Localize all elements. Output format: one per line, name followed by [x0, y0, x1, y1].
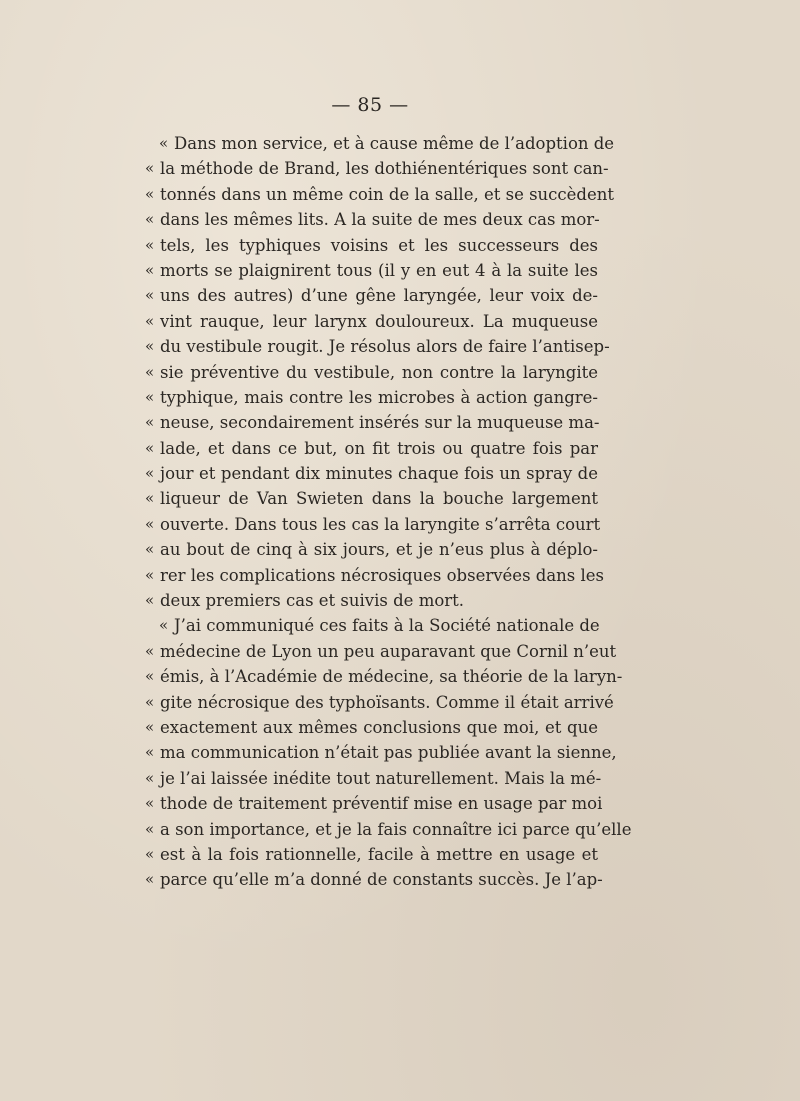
- text-line: [145, 385, 600, 410]
- line-text: émis, à l’Académie de médecine, sa théorie de la laryn-: [160, 667, 623, 687]
- text-line: [145, 309, 600, 334]
- line-text: thode de traitement préventif mise en usage par moi: [160, 794, 603, 814]
- text-line: [145, 131, 615, 156]
- text-line: [145, 182, 615, 207]
- quote-mark: «: [145, 438, 155, 457]
- text-line: [145, 334, 610, 359]
- quote-mark: «: [145, 667, 155, 686]
- line-text: la méthode de Brand, les dothiénentériques sont can-: [160, 159, 609, 179]
- line-text: deux premiers cas et suivis de mort.: [160, 591, 465, 611]
- line-text: au bout de cinq à six jours, et je n’eus plus à déplo-: [160, 540, 598, 560]
- text-line: [145, 410, 600, 435]
- quote-mark: «: [145, 540, 155, 559]
- quote-mark: «: [145, 413, 155, 432]
- quote-mark: «: [145, 362, 155, 381]
- line-text: ouverte. Dans tous les cas la laryngite s’arrêta court: [160, 514, 601, 534]
- text-line: [145, 486, 600, 511]
- quote-mark: «: [145, 794, 155, 813]
- quote-mark: «: [145, 514, 155, 533]
- line-text: rer les complications nécrosiques observées dans les: [160, 565, 605, 585]
- line-text: J’ai communiqué ces faits à la Société nationale de: [174, 616, 600, 636]
- text-line: [145, 867, 603, 892]
- quote-mark: «: [145, 717, 155, 736]
- text-line: [145, 436, 600, 461]
- text-line: [145, 791, 603, 816]
- text-line: [145, 740, 617, 765]
- line-text: vint rauque, leur larynx douloureux. La muqueuse: [160, 311, 598, 331]
- line-text: exactement aux mêmes conclusions que moi, et que: [160, 717, 598, 737]
- line-text: liqueur de Van Swieten dans la bouche largement: [160, 489, 598, 509]
- line-text: neuse, secondairement insérés sur la muqueuse ma-: [160, 413, 600, 433]
- text-line: [145, 563, 605, 588]
- text-line: [145, 258, 600, 283]
- line-text: gite nécrosique des typhoïsants. Comme il était arrivé: [160, 692, 614, 712]
- text-line: [145, 664, 623, 689]
- line-text: a son importance, et je la fais connaître ici parce qu’elle: [160, 819, 632, 839]
- line-text: est à la fois rationnelle, facile à mettre en usage et: [160, 844, 598, 864]
- text-line: [145, 512, 600, 537]
- text-line: [145, 283, 600, 308]
- line-text: dans les mêmes lits. A la suite de mes deux cas mor-: [160, 210, 600, 230]
- body-text: [145, 131, 632, 893]
- text-line: [145, 588, 600, 613]
- text-line: [145, 613, 600, 638]
- text-line: [145, 690, 614, 715]
- line-text: typhique, mais contre les microbes à action gangre-: [160, 387, 598, 407]
- line-text: je l’ai laissée inédite tout naturellement. Mais la mé-: [160, 768, 602, 788]
- text-line: [145, 360, 600, 385]
- quote-mark: «: [145, 286, 155, 305]
- text-line: [145, 207, 600, 232]
- text-line: [145, 461, 600, 486]
- quote-mark: «: [145, 692, 155, 711]
- text-line: [145, 817, 632, 842]
- quote-mark: «: [145, 870, 155, 889]
- quote-mark: «: [145, 768, 155, 787]
- quote-mark: «: [145, 641, 155, 660]
- quote-mark: «: [145, 464, 155, 483]
- quote-mark: «: [145, 591, 155, 610]
- quote-mark: «: [145, 260, 155, 279]
- page-number: — 85 —: [331, 94, 409, 116]
- line-text: ma communication n’était pas publiée avant la sienne,: [160, 743, 617, 763]
- line-text: jour et pendant dix minutes chaque fois un spray de: [160, 464, 598, 484]
- quote-mark: «: [145, 819, 155, 838]
- quote-mark: «: [145, 235, 155, 254]
- line-text: morts se plaignirent tous (il y en eut 4 à la suite les: [160, 260, 598, 280]
- line-text: uns des autres) d’une gêne laryngée, leur voix de-: [160, 286, 598, 306]
- quote-mark: «: [145, 311, 155, 330]
- text-line: [145, 639, 617, 664]
- quote-mark: «: [145, 184, 155, 203]
- text-line: [145, 715, 600, 740]
- text-line: [145, 233, 600, 258]
- quote-mark: «: [145, 210, 155, 229]
- quote-mark: «: [145, 337, 155, 356]
- line-text: Dans mon service, et à cause même de l’adoption de: [174, 134, 615, 153]
- line-text: tels, les typhiques voisins et les successeurs des: [160, 235, 598, 255]
- quote-mark: «: [145, 844, 155, 863]
- line-text: lade, et dans ce but, on fit trois ou quatre fois par: [160, 438, 598, 458]
- line-text: parce qu’elle m’a donné de constants succès. Je l’ap-: [160, 870, 603, 890]
- text-line: [145, 842, 600, 867]
- text-line: [145, 766, 600, 791]
- line-text: sie préventive du vestibule, non contre la laryngite: [160, 362, 598, 382]
- quote-mark: «: [145, 489, 155, 508]
- quote-mark: «: [159, 134, 169, 152]
- quote-mark: «: [145, 159, 155, 178]
- quote-mark: «: [145, 387, 155, 406]
- text-line: [145, 537, 600, 562]
- quote-mark: «: [145, 743, 155, 762]
- quote-mark: «: [159, 616, 169, 635]
- quote-mark: «: [145, 565, 155, 584]
- text-line: [145, 156, 609, 181]
- line-text: tonnés dans un même coin de la salle, et se succèdent: [160, 184, 615, 204]
- line-text: du vestibule rougit. Je résolus alors de faire l’antisep-: [160, 337, 610, 357]
- line-text: médecine de Lyon un peu auparavant que Cornil n’eut: [160, 641, 617, 661]
